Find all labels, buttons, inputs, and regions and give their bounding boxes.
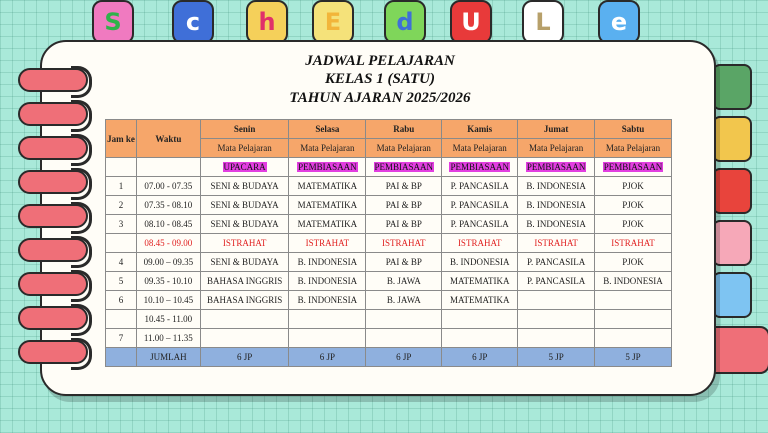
subject-cell: ISTRAHAT — [366, 234, 442, 253]
highlighted-subject: PEMBIASAAN — [603, 162, 663, 172]
subject-cell: P. PANCASILA — [442, 177, 518, 196]
table-row — [106, 196, 672, 215]
table-row — [106, 291, 672, 310]
subject-cell: B. INDONESIA — [518, 177, 595, 196]
subject-cell-highlight — [289, 158, 366, 177]
schedule-table — [105, 119, 672, 367]
table-row — [106, 253, 672, 272]
table-row — [106, 177, 672, 196]
subject-cell: B. JAWA — [366, 291, 442, 310]
subject-cell: P. PANCASILA — [518, 253, 595, 272]
subject-cell: PAI & BP — [366, 196, 442, 215]
subject-cell — [595, 310, 672, 329]
header-letter: S — [92, 0, 134, 44]
binder-ring — [18, 136, 88, 160]
total-row — [106, 348, 672, 367]
header-day: Senin — [200, 120, 289, 139]
subject-cell: PAI & BP — [366, 177, 442, 196]
subject-cell: MATEMATIKA — [289, 215, 366, 234]
table-row — [106, 158, 672, 177]
header-letter: c — [172, 0, 214, 44]
title-line-1: JADWAL PELAJARAN — [305, 53, 455, 69]
subject-cell: B. INDONESIA — [518, 215, 595, 234]
waktu-cell: 08.10 - 08.45 — [136, 215, 200, 234]
subject-cell-highlight — [518, 158, 595, 177]
header-day: Selasa — [289, 120, 366, 139]
subject-cell: BAHASA INGGRIS — [200, 272, 289, 291]
subject-cell — [200, 329, 289, 348]
jam-cell: 3 — [106, 215, 137, 234]
highlighted-subject: PEMBIASAAN — [526, 162, 586, 172]
title-line-3: TAHUN AJARAN 2025/2026 — [289, 90, 471, 106]
subject-cell — [518, 329, 595, 348]
subject-cell: ISTRAHAT — [442, 234, 518, 253]
subject-cell: B. JAWA — [366, 272, 442, 291]
subject-cell-highlight — [200, 158, 289, 177]
jam-cell: 5 — [106, 272, 137, 291]
header-day: Sabtu — [595, 120, 672, 139]
subject-cell: P. PANCASILA — [442, 196, 518, 215]
subheader-cell: Mata Pelajaran — [595, 139, 672, 158]
subject-cell: MATEMATIKA — [289, 177, 366, 196]
subject-cell: B. INDONESIA — [518, 196, 595, 215]
subject-cell: MATEMATIKA — [442, 272, 518, 291]
waktu-cell: 10.45 - 11.00 — [136, 310, 200, 329]
jam-cell: 6 — [106, 291, 137, 310]
waktu-cell: 07.00 - 07.35 — [136, 177, 200, 196]
subject-cell: SENI & BUDAYA — [200, 196, 289, 215]
jam-cell: 2 — [106, 196, 137, 215]
jam-cell: 4 — [106, 253, 137, 272]
subject-cell: PJOK — [595, 215, 672, 234]
subject-cell-highlight — [442, 158, 518, 177]
table-row — [106, 215, 672, 234]
table-header-row — [106, 120, 672, 139]
subject-cell-highlight — [595, 158, 672, 177]
title-line-2: KELAS 1 (SATU) — [324, 71, 436, 87]
subject-cell — [442, 329, 518, 348]
highlighted-subject: UPACARA — [223, 162, 266, 172]
waktu-cell — [136, 158, 200, 177]
subject-cell — [595, 329, 672, 348]
binder-ring — [18, 204, 88, 228]
subject-cell — [366, 310, 442, 329]
jam-cell — [106, 234, 137, 253]
waktu-cell: 07.35 - 08.10 — [136, 196, 200, 215]
subject-cell — [442, 310, 518, 329]
subject-cell: MATEMATIKA — [442, 291, 518, 310]
binder-ring — [18, 306, 88, 330]
waktu-cell: 11.00 – 11.35 — [136, 329, 200, 348]
header-day: Kamis — [442, 120, 518, 139]
subject-cell: PAI & BP — [366, 253, 442, 272]
subject-cell: PJOK — [595, 196, 672, 215]
total-cell: 6 JP — [442, 348, 518, 367]
waktu-cell: 09.00 – 09.35 — [136, 253, 200, 272]
subject-cell: PJOK — [595, 177, 672, 196]
subject-cell: SENI & BUDAYA — [200, 253, 289, 272]
binder-ring — [18, 102, 88, 126]
binder-ring — [18, 68, 88, 92]
subject-cell: SENI & BUDAYA — [200, 215, 289, 234]
side-tab[interactable] — [712, 272, 752, 318]
subject-cell: SENI & BUDAYA — [200, 177, 289, 196]
header-letter: e — [598, 0, 640, 44]
header-letter: h — [246, 0, 288, 44]
side-tab[interactable] — [712, 168, 752, 214]
header-waktu: Waktu — [136, 120, 200, 158]
waktu-cell: 09.35 - 10.10 — [136, 272, 200, 291]
subject-cell: B. INDONESIA — [289, 272, 366, 291]
subject-cell: MATEMATIKA — [289, 196, 366, 215]
header-letter: U — [450, 0, 492, 44]
subject-cell: B. INDONESIA — [289, 253, 366, 272]
binder-ring — [18, 238, 88, 262]
subject-cell — [200, 310, 289, 329]
jam-cell: 1 — [106, 177, 137, 196]
table-row — [106, 272, 672, 291]
total-cell: 6 JP — [200, 348, 289, 367]
highlighted-subject: PEMBIASAAN — [450, 162, 509, 172]
subject-cell: ISTRAHAT — [518, 234, 595, 253]
side-tab[interactable] — [712, 116, 752, 162]
table-row — [106, 234, 672, 253]
subject-cell: P. PANCASILA — [518, 272, 595, 291]
total-cell: 5 JP — [518, 348, 595, 367]
total-label: JUMLAH — [136, 348, 200, 367]
header-letter: L — [522, 0, 564, 44]
subject-cell — [518, 291, 595, 310]
binder-ring — [18, 340, 88, 364]
header-letter: d — [384, 0, 426, 44]
subheader-cell: Mata Pelajaran — [289, 139, 366, 158]
binder-ring — [18, 272, 88, 296]
jam-cell: 7 — [106, 329, 137, 348]
header-day: Rabu — [366, 120, 442, 139]
jam-cell — [106, 310, 137, 329]
subject-cell: B. INDONESIA — [442, 253, 518, 272]
subject-cell-highlight — [366, 158, 442, 177]
binder-ring — [18, 170, 88, 194]
subheader-cell: Mata Pelajaran — [366, 139, 442, 158]
subject-cell: B. INDONESIA — [289, 291, 366, 310]
subheader-cell: Mata Pelajaran — [518, 139, 595, 158]
table-row — [106, 329, 672, 348]
total-empty-cell — [106, 348, 137, 367]
header-jam: Jam ke — [106, 120, 137, 158]
total-cell: 6 JP — [366, 348, 442, 367]
subject-cell: ISTRAHAT — [289, 234, 366, 253]
total-cell: 5 JP — [595, 348, 672, 367]
subject-cell — [366, 329, 442, 348]
subject-cell — [289, 329, 366, 348]
table-row — [106, 310, 672, 329]
subheader-cell: Mata Pelajaran — [200, 139, 289, 158]
subheader-cell: Mata Pelajaran — [442, 139, 518, 158]
header-letter: E — [312, 0, 354, 44]
subject-cell: ISTRAHAT — [200, 234, 289, 253]
subject-cell: BAHASA INGGRIS — [200, 291, 289, 310]
subject-cell — [289, 310, 366, 329]
subject-cell: ISTRAHAT — [595, 234, 672, 253]
waktu-cell: 08.45 - 09.00 — [136, 234, 200, 253]
waktu-cell: 10.10 – 10.45 — [136, 291, 200, 310]
subject-cell: P. PANCASILA — [442, 215, 518, 234]
subject-cell — [518, 310, 595, 329]
jam-cell — [106, 158, 137, 177]
total-cell: 6 JP — [289, 348, 366, 367]
subject-cell: PJOK — [595, 253, 672, 272]
subject-cell: PAI & BP — [366, 215, 442, 234]
side-tab[interactable] — [712, 220, 752, 266]
subject-cell — [595, 291, 672, 310]
highlighted-subject: PEMBIASAAN — [298, 162, 357, 172]
side-tab[interactable] — [712, 64, 752, 110]
subject-cell: B. INDONESIA — [595, 272, 672, 291]
highlighted-subject: PEMBIASAAN — [374, 162, 434, 172]
header-day: Jumat — [518, 120, 595, 139]
